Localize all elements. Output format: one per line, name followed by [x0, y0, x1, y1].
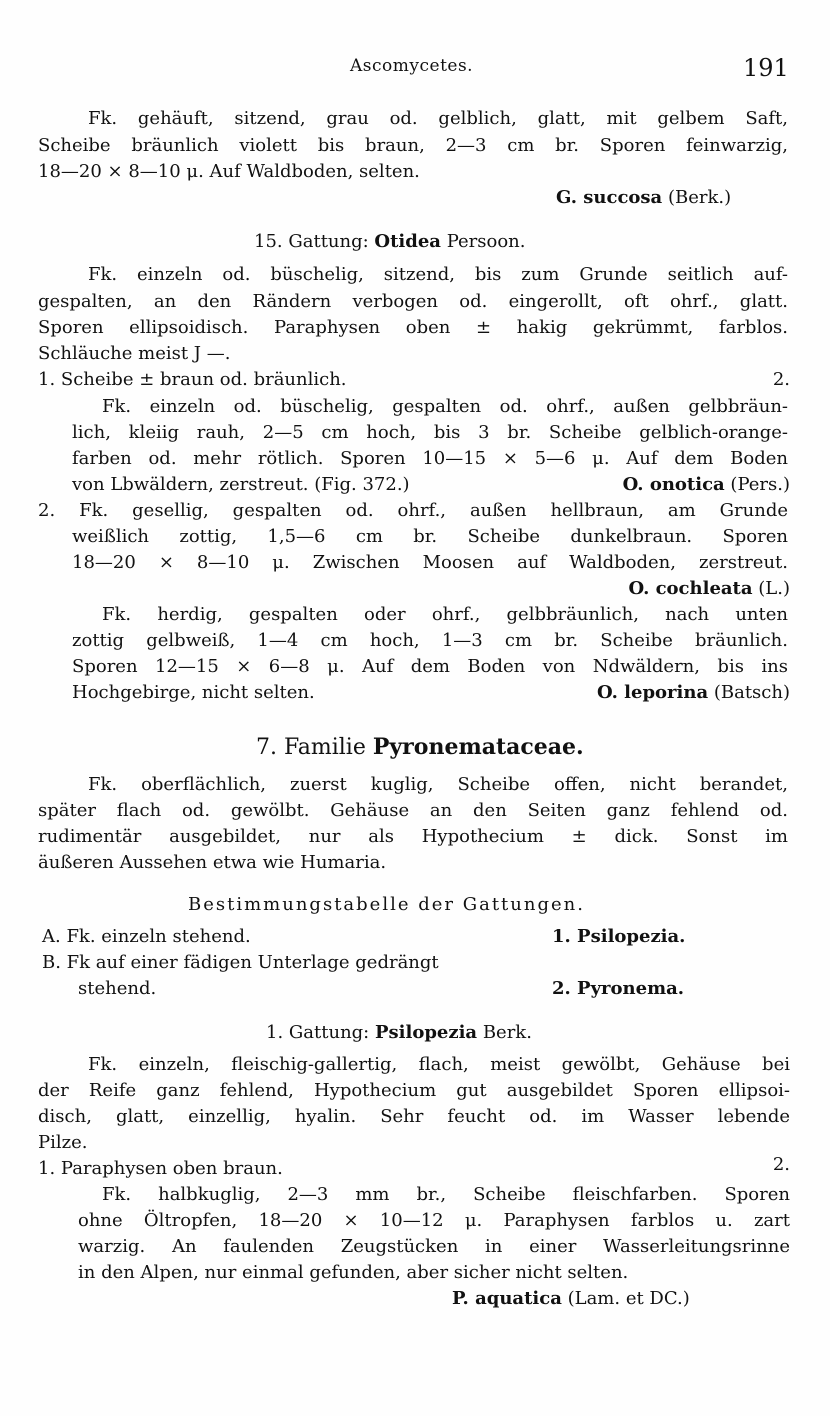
text-line: Pilze. [38, 1132, 88, 1153]
text-line: Schläuche meist J —. [38, 343, 231, 364]
text-line: Fk. gehäuft, sitzend, grau od. gelblich, glatt, mit gelbem Saft, [88, 108, 788, 129]
text-line: ohne Öltropfen, 18—20 × 10—12 μ. Paraphysen farblos u. zart [78, 1210, 790, 1231]
text-line: Hochgebirge, nicht selten. [72, 682, 315, 703]
species-author: (Lam. et DC.) [561, 1288, 690, 1309]
text-line: 18—20 × 8—10 μ. Auf Waldboden, selten. [38, 161, 420, 182]
text-line: zottig gelbweiß, 1—4 cm hoch, 1—3 cm br. Scheibe bräunlich. [72, 630, 788, 651]
species-epithet: O. onotica [622, 474, 725, 495]
key-entry: B. Fk auf einer fädigen Unterlage gedrängt [42, 952, 439, 973]
key-entry-target: 2. [772, 1154, 790, 1175]
text-line: 18—20 × 8—10 μ. Zwischen Moosen auf Waldboden, zerstreut. [72, 552, 788, 573]
family-heading-prefix: 7. Familie [256, 735, 373, 760]
text-line: warzig. An faulenden Zeugstücken in einer Wasserleitungsrinne [78, 1236, 790, 1257]
text-line: von Lbwäldern, zerstreut. (Fig. 372.) [72, 474, 410, 495]
key-entry: A. Fk. einzeln stehend. [42, 926, 251, 947]
text-line: äußeren Aussehen etwa wie Humaria. [38, 852, 387, 873]
species-epithet: O. leporina [597, 682, 709, 703]
species-author: (Batsch) [708, 682, 790, 703]
species-author: (Berk.) [662, 187, 732, 208]
genus-name: Psilopezia [374, 1022, 478, 1043]
genus-author: Berk. [477, 1022, 532, 1043]
text-line: Sporen 12—15 × 6—8 μ. Auf dem Boden von Ndwäldern, bis ins [72, 656, 788, 677]
text-line: Fk. oberflächlich, zuerst kuglig, Scheibe offen, nicht berandet, [88, 774, 788, 795]
text-line: Fk. halbkuglig, 2—3 mm br., Scheibe fleischfarben. Sporen [102, 1184, 790, 1205]
genus-heading [254, 233, 525, 251]
species-epithet: P. aquatica [452, 1288, 562, 1309]
text-line: Fk. einzeln od. büschelig, sitzend, bis zum Grunde seitlich auf- [88, 264, 788, 285]
genus-heading [266, 1024, 532, 1042]
species-author: (Pers.) [724, 474, 790, 495]
genus-heading-prefix: 1. Gattung: [266, 1022, 375, 1043]
text-line: Sporen ellipsoidisch. Paraphysen oben ± hakig gekrümmt, farblos. [38, 317, 788, 338]
text-line: der Reife ganz fehlend, Hypothecium gut ausgebildet Sporen ellipsoi- [38, 1080, 790, 1101]
text-line: rudimentär ausgebildet, nur als Hypothecium ± dick. Sonst im [38, 826, 788, 847]
text-line: Fk. einzeln, fleischig-gallertig, flach, meist gewölbt, Gehäuse bei [88, 1054, 790, 1075]
running-title: Ascomycetes. [350, 56, 474, 76]
family-name: Pyronemataceae. [372, 734, 584, 760]
genus-name: 2. Pyronema. [552, 978, 685, 999]
family-heading [256, 736, 584, 759]
key-entry: stehend. [78, 978, 157, 999]
species-epithet: G. succosa [556, 187, 663, 208]
text-line: lich, kleiig rauh, 2—5 cm hoch, bis 3 br. Scheibe gelblich-orange- [72, 422, 788, 443]
genus-heading-prefix: 15. Gattung: [254, 231, 375, 252]
text-line: gespalten, an den Rändern verbogen od. eingerollt, oft ohrf., glatt. [38, 291, 788, 312]
text-line: farben od. mehr rötlich. Sporen 10—15 × 5—6 μ. Auf dem Boden [72, 448, 788, 469]
species-author: (L.) [752, 578, 790, 599]
text-line: disch, glatt, einzellig, hyalin. Sehr feucht od. im Wasser lebende [38, 1106, 790, 1127]
table-heading: Bestimmungstabelle der Gattungen. [188, 894, 585, 915]
text-line: weißlich zottig, 1,5—6 cm br. Scheibe dunkelbraun. Sporen [72, 526, 788, 547]
text-line: Scheibe bräunlich violett bis braun, 2—3 cm br. Sporen feinwarzig, [38, 135, 788, 156]
species-epithet: O. cochleata [628, 578, 753, 599]
species-name [597, 684, 790, 702]
page-number: 191 [743, 54, 789, 82]
text-line: Fk. herdig, gespalten oder ohrf., gelbbräunlich, nach unten [102, 604, 788, 625]
genus-author: Persoon. [440, 231, 526, 252]
genus-name: Otidea [374, 231, 441, 252]
text-line: später flach od. gewölbt. Gehäuse an den Seiten ganz fehlend od. [38, 800, 788, 821]
text-line: in den Alpen, nur einmal gefunden, aber sicher nicht selten. [78, 1262, 629, 1283]
species-name [628, 580, 790, 598]
species-name [623, 476, 790, 494]
species-name [556, 189, 731, 207]
genus-name: 1. Psilopezia. [552, 926, 686, 947]
key-entry: 1. Scheibe ± braun od. bräunlich. [38, 369, 347, 390]
genus-key-result [552, 928, 685, 946]
key-entry: 1. Paraphysen oben braun. [38, 1158, 283, 1179]
text-line: Fk. einzeln od. büschelig, gespalten od. ohrf., außen gelbbräun- [102, 396, 788, 417]
key-entry-target: 2. [772, 369, 790, 390]
species-name [452, 1290, 690, 1308]
text-line: 2. Fk. gesellig, gespalten od. ohrf., außen hellbraun, am Grunde [38, 500, 788, 521]
genus-key-result [552, 980, 684, 998]
